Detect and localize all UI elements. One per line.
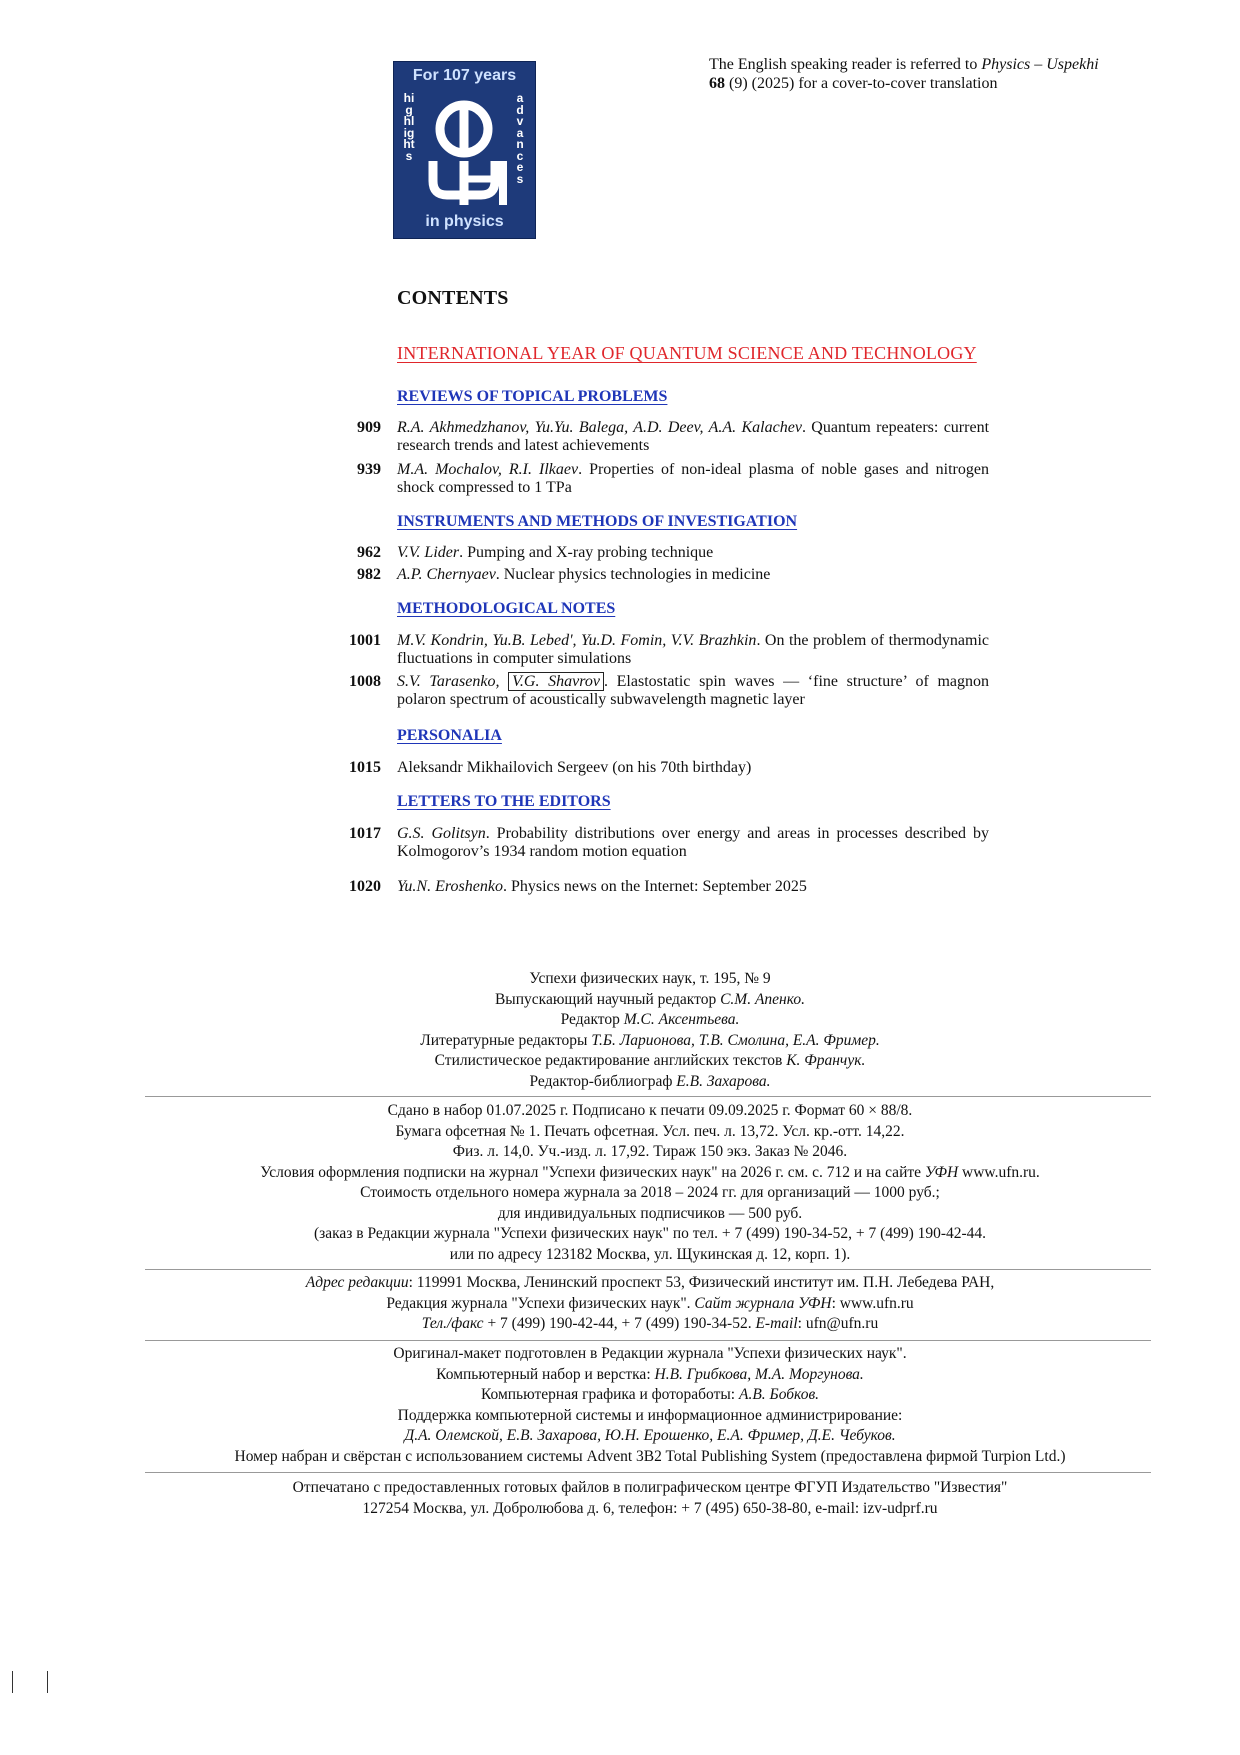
imprint-line: для индивидуальных подписчиков — 500 руб. [497, 1204, 803, 1222]
divider [145, 1472, 1151, 1473]
translation-note-rest: (9) (2025) for a cover-to-cover translation [725, 75, 998, 92]
translation-journal-name: Physics – Uspekhi [981, 56, 1099, 73]
divider [145, 1269, 1151, 1270]
imprint-line: 127254 Москва, ул. Добролюбова д. 6, телефон: + 7 (495) 650-38-80, e-mail: izv-udprf.ru [362, 1499, 938, 1517]
imprint-line: Физ. л. 14,0. Уч.-изд. л. 17,92. Тираж 150 экз. Заказ № 2046. [452, 1143, 848, 1160]
entry-title: . Physics news on the Internet: September 2025 [502, 878, 807, 895]
toc-entry[interactable] [357, 544, 989, 562]
entry-title: . Nuclear physics technologies in medicine [495, 566, 771, 583]
imprint-editors [150, 969, 1150, 1092]
toc-entry[interactable] [349, 825, 990, 861]
toc-entry[interactable] [357, 419, 990, 455]
toc-entry[interactable] [349, 632, 990, 668]
imprint-layout-credits [150, 1344, 1150, 1467]
entry-title: . Quantum repeaters: current research trends and latest achievements [397, 419, 990, 454]
imprint-line: Редакция журнала "Успехи физических наук". Сайт журнала УФН: www.ufn.ru [386, 1294, 914, 1312]
imprint-line: Редактор-библиограф Е.В. Захарова. [529, 1072, 771, 1090]
imprint-line: Номер набран и свёрстан с использованием системы Advent 3B2 Total Publishing System (предоставлена фирмой Turpion Ltd.) [234, 1447, 1066, 1465]
toc-entry[interactable] [349, 878, 989, 896]
divider [145, 1340, 1151, 1341]
logo-bottom-text: in physics [425, 213, 504, 230]
section-reviews[interactable]: REVIEWS OF TOPICAL PROBLEMS [397, 388, 668, 405]
imprint-address [150, 1273, 1150, 1335]
entry-authors: S.V. Tarasenko, [397, 673, 509, 690]
section-letters-to-editors[interactable]: LETTERS TO THE EDITORS [397, 793, 611, 810]
imprint-line: Бумага офсетная № 1. Печать офсетная. Усл. печ. л. 13,72. Усл. кр.-отт. 14,22. [395, 1122, 905, 1140]
entry-page: 1017 [349, 825, 381, 842]
imprint-line: Поддержка компьютерной системы и информационное администрирование: [397, 1406, 903, 1424]
entry-title: . Probability distributions over energy and areas in processes described by Kolmogorov’s 1934 random motion equation [397, 825, 990, 860]
imprint-line: Компьютерный набор и верстка: Н.В. Грибкова, М.А. Моргунова. [436, 1365, 864, 1383]
imprint-line: Тел./факс + 7 (499) 190-42-44, + 7 (499) 190-34-52. E-mail: ufn@ufn.ru [421, 1315, 879, 1332]
imprint-line: или по адресу 123182 Москва, ул. Щукинская д. 12, корп. 1). [449, 1245, 851, 1263]
entry-title: . On the problem of thermodynamic fluctuations in computer simulations [397, 632, 990, 667]
toc-entry[interactable] [349, 673, 990, 709]
entry-author-boxed: V.G. Shavrov [508, 672, 604, 691]
entry-page: 1020 [349, 878, 381, 895]
entry-authors: M.V. Kondrin, Yu.B. Lebed', Yu.D. Fomin, V.V. Brazhkin [397, 632, 757, 649]
special-issue-heading[interactable]: INTERNATIONAL YEAR OF QUANTUM SCIENCE AND TECHNOLOGY [397, 343, 977, 363]
entry-page: 909 [357, 419, 381, 436]
imprint-line: Оригинал-макет подготовлен в Редакции журнала "Успехи физических наук". [393, 1345, 907, 1362]
imprint-subscription-line: Условия оформления подписки на журнал "Успехи физических наук" на 2026 г. см. с. 712 и на сайте УФН www.ufn.ru. [260, 1163, 1040, 1181]
imprint-line: Редактор М.С. Аксентьева. [560, 1011, 740, 1028]
entry-title: . Pumping and X-ray probing technique [459, 544, 714, 561]
entry-authors: G.S. Golitsyn [397, 825, 486, 842]
entry-authors: Yu.N. Eroshenko [397, 878, 503, 895]
translation-volume: 68 [709, 75, 725, 92]
toc-entry[interactable] [349, 759, 989, 777]
imprint-line: Литературные редакторы Т.Б. Ларионова, Т.В. Смолина, Е.А. Фример. [420, 1031, 880, 1049]
logo-right-vertical-text: advances [516, 91, 524, 186]
contents-title: CONTENTS [397, 287, 509, 309]
logo-fun-mark [419, 95, 509, 207]
translation-note-prefix: The English speaking reader is referred to [709, 56, 982, 73]
logo-top-text: For 107 years [412, 67, 517, 84]
imprint-line: Д.А. Олемской, Е.В. Захарова, Ю.Н. Ерошенко, Е.А. Фример, Д.Е. Чебуков. [404, 1427, 896, 1444]
entry-page: 1001 [349, 632, 381, 649]
entry-title: . Elastostatic spin waves — ‘fine structure’ of magnon polaron spectrum of acoustically subwavelength magnetic layer [397, 673, 990, 708]
imprint-line: Выпускающий научный редактор С.М. Апенко. [494, 990, 806, 1008]
journal-logo [393, 61, 536, 239]
divider [145, 1096, 1151, 1097]
entry-title: Aleksandr Mikhailovich Sergeev (on his 70th birthday) [397, 759, 752, 776]
toc-entry[interactable] [357, 461, 989, 497]
imprint-line: Компьютерная графика и фотоработы: А.В. Бобков. [480, 1386, 820, 1403]
translation-note [709, 55, 1149, 93]
logo-left-vertical-text: highlights [403, 91, 415, 163]
imprint-line: Сдано в набор 01.07.2025 г. Подписано к печати 09.09.2025 г. Формат 60 × 88/8. [387, 1102, 913, 1119]
imprint-line: Отпечатано с предоставленных готовых файлов в полиграфическом центре ФГУП Издательство "Известия" [292, 1479, 1008, 1496]
imprint-line: Стилистическое редактирование английских текстов К. Франчук. [434, 1052, 866, 1069]
entry-page: 982 [357, 566, 381, 583]
crop-mark [12, 1671, 13, 1693]
section-personalia[interactable]: PERSONALIA [397, 727, 502, 744]
entry-authors: V.V. Lider [397, 544, 460, 561]
imprint-line: Адрес редакции: 119991 Москва, Ленинский проспект 53, Физический институт им. П.Н. Лебедева РАН, [305, 1274, 995, 1291]
entry-page: 962 [357, 544, 381, 561]
entry-authors: A.P. Chernyaev [397, 566, 496, 583]
imprint-journal-line: Успехи физических наук, т. 195, № 9 [529, 970, 771, 987]
section-methodological-notes[interactable]: METHODOLOGICAL NOTES [397, 600, 616, 617]
entry-authors: M.A. Mochalov, R.I. Ilkaev [397, 461, 579, 478]
entry-page: 939 [357, 461, 381, 478]
section-instruments[interactable]: INSTRUMENTS AND METHODS OF INVESTIGATION [397, 513, 798, 530]
entry-page: 1008 [349, 673, 381, 690]
toc-entry[interactable] [357, 566, 989, 584]
imprint-printer [150, 1478, 1150, 1519]
imprint-line: (заказ в Редакции журнала "Успехи физических наук" по тел. + 7 (499) 190-34-52, + 7 (499) 190-42-44. [313, 1225, 987, 1242]
imprint-print-details [150, 1101, 1150, 1265]
entry-authors: R.A. Akhmedzhanov, Yu.Yu. Balega, A.D. Deev, A.A. Kalachev [397, 419, 802, 436]
crop-mark [47, 1671, 48, 1693]
imprint-line: Стоимость отдельного номера журнала за 2018 – 2024 гг. для организаций — 1000 руб.; [360, 1184, 940, 1201]
entry-title: . Properties of non-ideal plasma of noble gases and nitrogen shock compressed to 1 TPa [397, 461, 989, 496]
entry-page: 1015 [349, 759, 381, 776]
